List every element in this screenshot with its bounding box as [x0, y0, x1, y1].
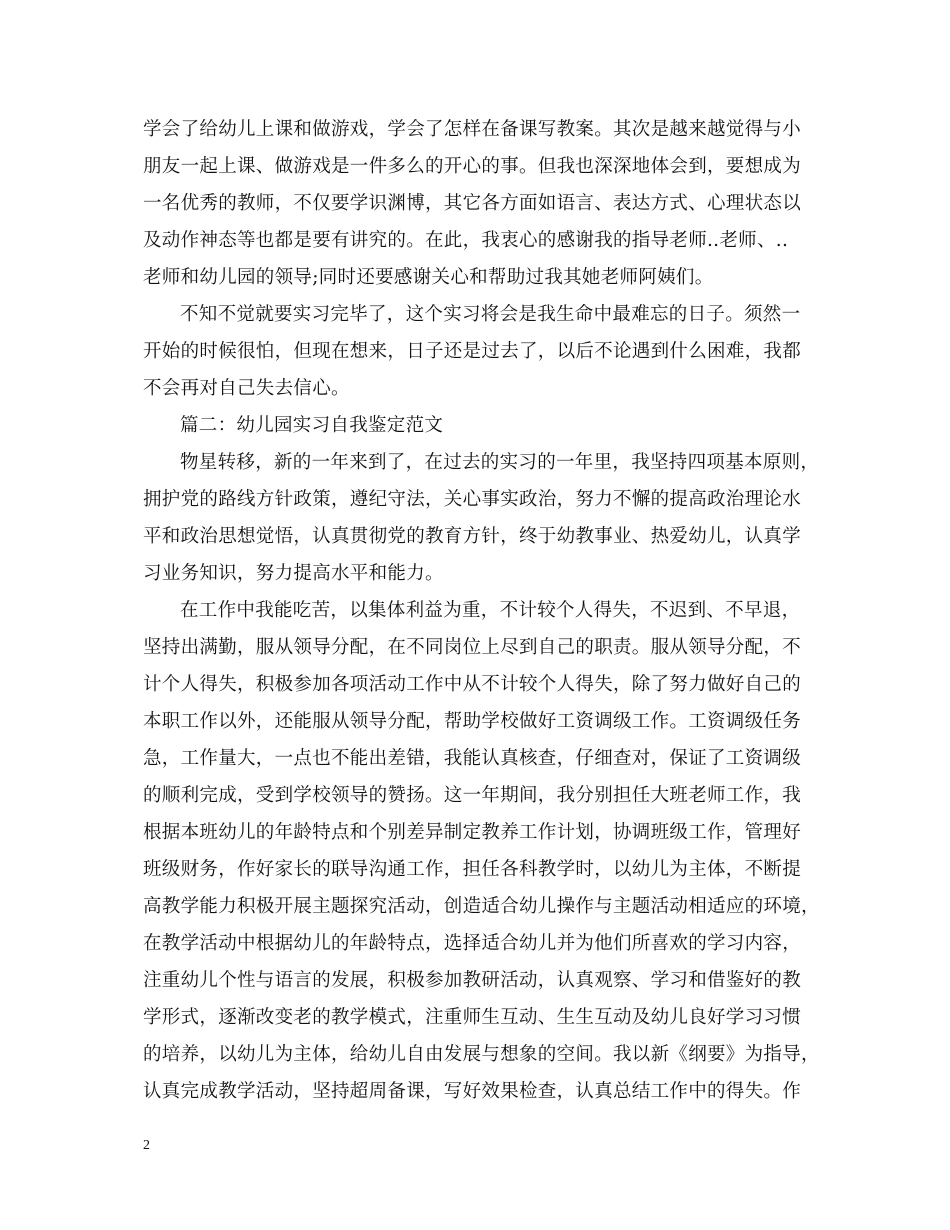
text-line: 坚持出满勤，服从领导分配，在不同岗位上尽到自己的职责。服从领导分配，不: [143, 637, 802, 658]
text-line: 注重幼儿个性与语言的发展，积极参加教研活动，认真观察、学习和借鉴好的教: [143, 970, 802, 991]
text-line: 物星转移，新的一年来到了，在过去的实习的一年里，我坚持四项基本原则，: [180, 452, 820, 473]
text-line: 拥护党的路线方针政策，遵纪守法，关心事实政治，努力不懈的提高政治理论水: [143, 489, 802, 510]
text-line: 急，工作量大，一点也不能出差错，我能认真核查，仔细查对，保证了工资调级: [143, 748, 802, 769]
text-line: 本职工作以外，还能服从领导分配，帮助学校做好工资调级工作。工资调级任务: [143, 711, 802, 732]
text-line: 朋友一起上课、做游戏是一件多么的开心的事。但我也深深地体会到，要想成为: [143, 156, 802, 177]
text-line: 老师和幼儿园的领导;同时还要感谢关心和帮助过我其她老师阿姨们。: [143, 267, 714, 288]
text-line: 计个人得失，积极参加各项活动工作中从不计较个人得失，除了努力做好自己的: [143, 674, 802, 695]
text-line: 不会再对自己失去信心。: [143, 378, 350, 399]
text-line: 一名优秀的教师，不仅要学识渊博，其它各方面如语言、表达方式、心理状态以: [143, 193, 802, 214]
text-line: 及动作神态等也都是要有讲究的。在此，我衷心的感谢我的指导老师..老师、..: [143, 230, 789, 251]
text-line: 开始的时候很怕，但现在想来，日子还是过去了，以后不论遇到什么困难，我都: [143, 341, 802, 362]
text-line: 不知不觉就要实习完毕了，这个实习将会是我生命中最难忘的日子。须然一: [180, 304, 801, 325]
text-line: 学形式，逐渐改变老的教学模式，注重师生互动、生生互动及幼儿良好学习习惯: [143, 1007, 802, 1028]
text-line: 在工作中我能吃苦，以集体利益为重，不计较个人得失，不迟到、不早退，: [180, 600, 801, 621]
text-line: 认真完成教学活动，坚持超周备课，写好效果检查，认真总结工作中的得失。作: [143, 1081, 802, 1102]
text-line: 根据本班幼儿的年龄特点和个别差异制定教养工作计划，协调班级工作，管理好: [143, 822, 802, 843]
text-line: 在教学活动中根据幼儿的年龄特点，选择适合幼儿并为他们所喜欢的学习内容，: [143, 933, 802, 954]
text-line: 的培养，以幼儿为主体，给幼儿自由发展与想象的空间。我以新《纲要》为指导，: [143, 1044, 820, 1065]
text-line: 班级财务，作好家长的联导沟通工作，担任各科教学时，以幼儿为主体，不断提: [143, 859, 802, 880]
text-line: 平和政治思想觉悟，认真贯彻党的教育方针，终于幼教事业、热爱幼儿，认真学: [143, 526, 802, 547]
text-line: 学会了给幼儿上课和做游戏，学会了怎样在备课写教案。其次是越来越觉得与小: [143, 119, 802, 140]
page-number: 2: [143, 1138, 150, 1153]
text-line: 习业务知识，努力提高水平和能力。: [143, 563, 444, 584]
text-line: 高教学能力积极开展主题探究活动，创造适合幼儿操作与主题活动相适应的环境，: [143, 896, 820, 917]
section-heading: 篇二：幼儿园实习自我鉴定范文: [180, 415, 444, 436]
text-line: 的顺利完成，受到学校领导的赞扬。这一年期间，我分别担任大班老师工作，我: [143, 785, 802, 806]
